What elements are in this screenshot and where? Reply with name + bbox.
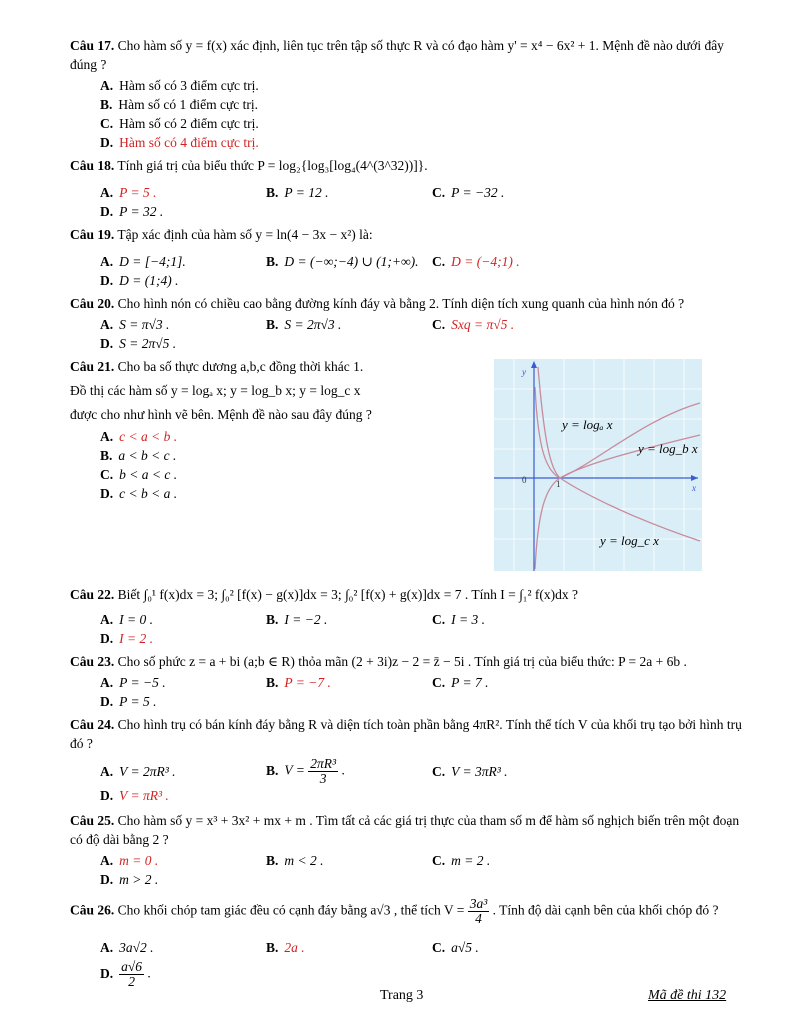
option-a[interactable]: A. D = [−4;1]. [100,254,186,269]
option-c[interactable]: C. Hàm số có 2 điểm cực trị. [100,116,259,131]
question-22 [70,585,742,648]
option-b[interactable]: B. m < 2 . [266,853,324,868]
y-axis-label: y [522,367,526,377]
options [100,76,742,152]
option-d[interactable]: D. I = 2 . [100,631,153,646]
question-label: Câu 17. [70,38,115,53]
option-c[interactable]: C. b < a < c . [100,467,178,482]
question-label: Câu 21. [70,359,115,374]
log-graph [494,359,702,571]
label-log-c: y = log_c x [600,533,659,548]
option-c[interactable]: C. D = (−4;1) . [432,254,520,269]
option-a[interactable]: A. 3a√2 . [100,940,154,955]
question-20 [70,294,742,353]
question-stem: Biết ∫₀¹ f(x)dx = 3; ∫₀² [f(x) − g(x)]dx = 3; ∫₀² [f(x) + g(x)]dx = 7 . Tính I = ∫₁² f(x)dx ? [117,587,579,602]
label-log-a: y = logₐ x [562,417,613,432]
options [100,673,742,711]
origin-label: 0 [522,475,527,485]
option-a[interactable]: A. P = −5 . [100,675,166,690]
option-d[interactable]: D. m > 2 . [100,872,159,887]
option-d[interactable]: D. $\frac{a√6}{2}$ . [100,959,151,989]
exam-page [70,36,742,993]
option-d[interactable]: D. Hàm số có 4 điểm cực trị. [100,135,259,150]
options [100,610,742,648]
option-d[interactable]: D. S = 2π√5 . [100,336,177,351]
question-stem: Cho khối chóp tam giác đều có cạnh đáy bằng a√3 , thể tích V = [117,902,465,918]
question-stem: Tập xác định của hàm số y = ln(4 − 3x − x²) là: [117,227,373,242]
question-label: Câu 22. [70,587,115,602]
question-label: Câu 19. [70,227,115,242]
option-a[interactable]: A. S = π√3 . [100,317,170,332]
question-stem: Cho hàm số y = f(x) xác định, liên tục trên tập số thực R và có đạo hàm y' = x⁴ − 6x² + 1. Mệnh đề nào dưới đây đúng ? [70,38,724,72]
question-23 [70,652,742,711]
option-c[interactable]: C. V = 3πR³ . [432,764,508,779]
exam-code: Mã đề thi 132 [648,988,727,1003]
option-c[interactable]: C. a√5 . [432,940,479,955]
question-stem: Cho hàm số y = x³ + 3x² + mx + m . Tìm tất cả các giá trị thực của tham số m để hàm số nghịch biến trên một đoạn có độ dài bằng 2 ? [70,813,740,847]
options [100,427,490,503]
option-c[interactable]: C. P = −32 . [432,185,505,200]
options [100,936,742,989]
question-24 [70,715,742,805]
option-c[interactable]: C. m = 2 . [432,853,491,868]
option-b[interactable]: B. a < b < c . [100,448,177,463]
option-d[interactable]: D. c < b < a . [100,486,178,501]
option-b[interactable]: B. S = 2π√3 . [266,317,342,332]
question-stem: Cho số phức z = a + bi (a;b ∈ R) thỏa mãn (2 + 3i)z − 2 = z̄ − 5i . Tính giá trị của biểu thức: P = 2a + 6b . [117,654,687,669]
page-number: Trang 3 [380,988,424,1003]
question-stem: Cho hình trụ có bán kính đáy bằng R và diện tích toàn phần bằng 4πR². Tính thể tích V của khối trụ tạo bởi hình trụ đó ? [70,717,742,751]
option-c[interactable]: C. Sxq = π√5 . [432,317,515,332]
option-c[interactable]: C. P = 7 . [432,675,489,690]
question-label: Câu 25. [70,813,115,828]
option-d[interactable]: D. P = 5 . [100,694,157,709]
question-25 [70,811,742,889]
options [100,757,742,805]
option-b[interactable]: B. P = 12 . [266,185,329,200]
option-d[interactable]: D. D = (1;4) . [100,273,179,288]
question-label: Câu 23. [70,654,115,669]
option-a[interactable]: A. P = 5 . [100,185,157,200]
question-17 [70,36,742,152]
option-a[interactable]: A. c < a < b . [100,429,178,444]
option-a[interactable]: A. V = 2πR³ . [100,764,176,779]
option-a[interactable]: A. m = 0 . [100,853,159,868]
question-stem: Cho ba số thực dương a,b,c đồng thời khác 1. [117,359,364,374]
label-log-b: y = log_b x [638,441,698,456]
option-d[interactable]: D. P = 32 . [100,204,164,219]
x-axis-label: x [692,483,696,493]
question-18 [70,156,742,221]
option-d[interactable]: D. V = πR³ . [100,788,169,803]
question-19 [70,225,742,290]
question-stem-2: Đồ thị các hàm số y = logₐ x; y = log_b x; y = log_c x [70,383,361,398]
one-label: 1 [556,479,561,489]
options [100,851,742,889]
question-21 [70,357,742,577]
option-a[interactable]: A. Hàm số có 3 điểm cực trị. [100,78,259,93]
question-stem-3: được cho như hình vẽ bên. Mệnh đề nào sau đây đúng ? [70,407,372,422]
option-b[interactable]: B. 2a . [266,940,305,955]
options [100,252,742,290]
option-a[interactable]: A. I = 0 . [100,612,153,627]
option-b[interactable]: B. P = −7 . [266,675,331,690]
options [100,315,742,353]
question-26: Câu 26. Cho khối chóp tam giác đều có cạnh đáy bằng a√3 , thể tích V = $\frac{\text{3a³}}{4}$ . Tính độ dài cạnh bên của khối chóp đó ? A. 3a√2 . B. 2a . C. a√5 . D. $\frac{a√6}{2}$ . [70,897,742,989]
question-label: Câu 20. [70,296,115,311]
option-b[interactable]: B. D = (−∞;−4) ∪ (1;+∞). [266,254,419,269]
option-c[interactable]: C. I = 3 . [432,612,485,627]
option-b[interactable]: B. V = $\frac{\text{2πR³}}{3}$ . [266,756,345,786]
options [100,183,742,221]
option-b[interactable]: B. Hàm số có 1 điểm cực trị. [100,97,259,112]
question-label: Câu 24. [70,717,115,732]
question-label: Câu 18. [70,158,115,173]
question-stem: Cho hình nón có chiều cao bằng đường kính đáy và bằng 2. Tính diện tích xung quanh của hình nón đó ? [117,296,685,311]
question-stem: Tính giá trị của biểu thức P = log₂{log₃[log₄(4^(3^32))]}. [117,158,428,173]
option-b[interactable]: B. I = −2 . [266,612,328,627]
question-label: Câu 26. [70,902,115,918]
